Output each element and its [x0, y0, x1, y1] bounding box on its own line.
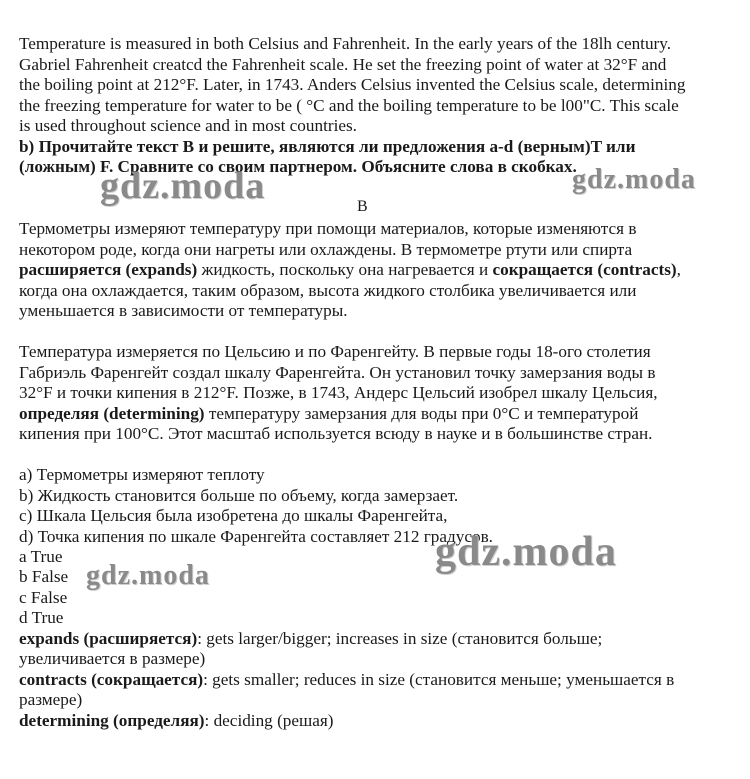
term-determining: определяя (determining) [19, 404, 205, 423]
statement-item: a) Термометры измеряют теплоту [19, 465, 265, 484]
vocab-definition: : gets smaller; reduces in size (становится меньше; уменьшается в [203, 670, 675, 689]
vocab-entry: увеличивается в размере) [19, 649, 206, 668]
russian-line: когда она охлаждается, таким образом, высота жидкого столбика увеличивается или [19, 281, 637, 300]
answer-item: b False [19, 567, 69, 586]
text-span: жидкость, поскольку она нагревается и [197, 260, 493, 279]
russian-line [19, 404, 638, 425]
text-span: температуру замерзания для воды при 0°C и температурой [204, 404, 639, 423]
vocab-entry: размере) [19, 690, 83, 709]
vocab-definition: : gets larger/bigger; increases in size (становится больше; [197, 629, 603, 648]
statement-item: d) Точка кипения по шкале Фаренгейта составляет 212 градусов. [19, 527, 493, 546]
russian-line: Термометры измеряют температуру при помощи материалов, которые изменяются в [19, 219, 637, 238]
russian-line: кипения при 100°C. Этот масштаб используется всюду в науке и в большинстве стран. [19, 424, 653, 443]
watermark-logo: gdz.moda [86, 560, 210, 591]
term-expands: расширяется (expands) [19, 260, 198, 279]
vocab-entry [19, 670, 674, 691]
vocab-definition: : deciding (решая) [204, 711, 334, 730]
russian-line: 32°F и точки кипения в 212°F. Позже, в 1743, Андерс Цельсий изобрел шкалу Цельсия, [19, 383, 658, 402]
answer-item: c False [19, 588, 68, 607]
statement-item: b) Жидкость становится больше по объему, когда замерзает. [19, 486, 459, 505]
russian-line: уменьшается в зависимости от температуры. [19, 301, 348, 320]
vocab-entry [19, 711, 334, 732]
text-b-marker: B [357, 198, 368, 215]
russian-line: Габриэль Фаренгейт создал шкалу Фаренгейта. Он установил точку замерзания воды в [19, 363, 656, 382]
vocab-term: expands (расширяется) [19, 629, 198, 648]
text-span: , [676, 260, 681, 279]
russian-line: Температура измеряется по Цельсию и по Фаренгейту. В первые годы 18-ого столетия [19, 342, 651, 361]
watermark-logo: gdz.moda [572, 164, 696, 195]
watermark-logo: gdz.moda [100, 165, 266, 207]
answer-item: a True [19, 547, 63, 566]
vocab-term: determining (определяя) [19, 711, 205, 730]
answer-item: d True [19, 608, 64, 627]
russian-line: некотором роде, когда они нагреты или охлаждены. В термометре ртути или спирта [19, 240, 633, 259]
vocab-term: contracts (сокращается) [19, 670, 204, 689]
english-line: is used throughout science and in most countries. [19, 116, 357, 135]
vocab-entry [19, 629, 602, 650]
russian-line [19, 260, 681, 281]
english-line: the boiling point at 212°F. Later, in 1743. Anders Celsius invented the Celsius scale, determining [19, 75, 686, 94]
task-heading: b) Прочитайте текст В и решите, являются ли предложения a-d (верным)T или [19, 137, 636, 156]
task-heading: (ложным) F. Сравните со своим партнером. Объясните слова в скобках. [19, 157, 577, 176]
english-line: Temperature is measured in both Celsius and Fahrenheit. In the early years of the 18lh century. [19, 34, 672, 53]
watermark-logo: gdz.moda [435, 529, 617, 575]
term-contracts: сокращается (contracts) [492, 260, 677, 279]
statement-item: c) Шкала Цельсия была изобретена до шкалы Фаренгейта, [19, 506, 448, 525]
english-line: Gabriel Fahrenheit creatcd the Fahrenheit scale. He set the freezing point of water at 32°F and [19, 55, 667, 74]
english-line: the freezing temperature for water to be ( °C and the boiling temperature to be l00"C. This scale [19, 96, 679, 115]
